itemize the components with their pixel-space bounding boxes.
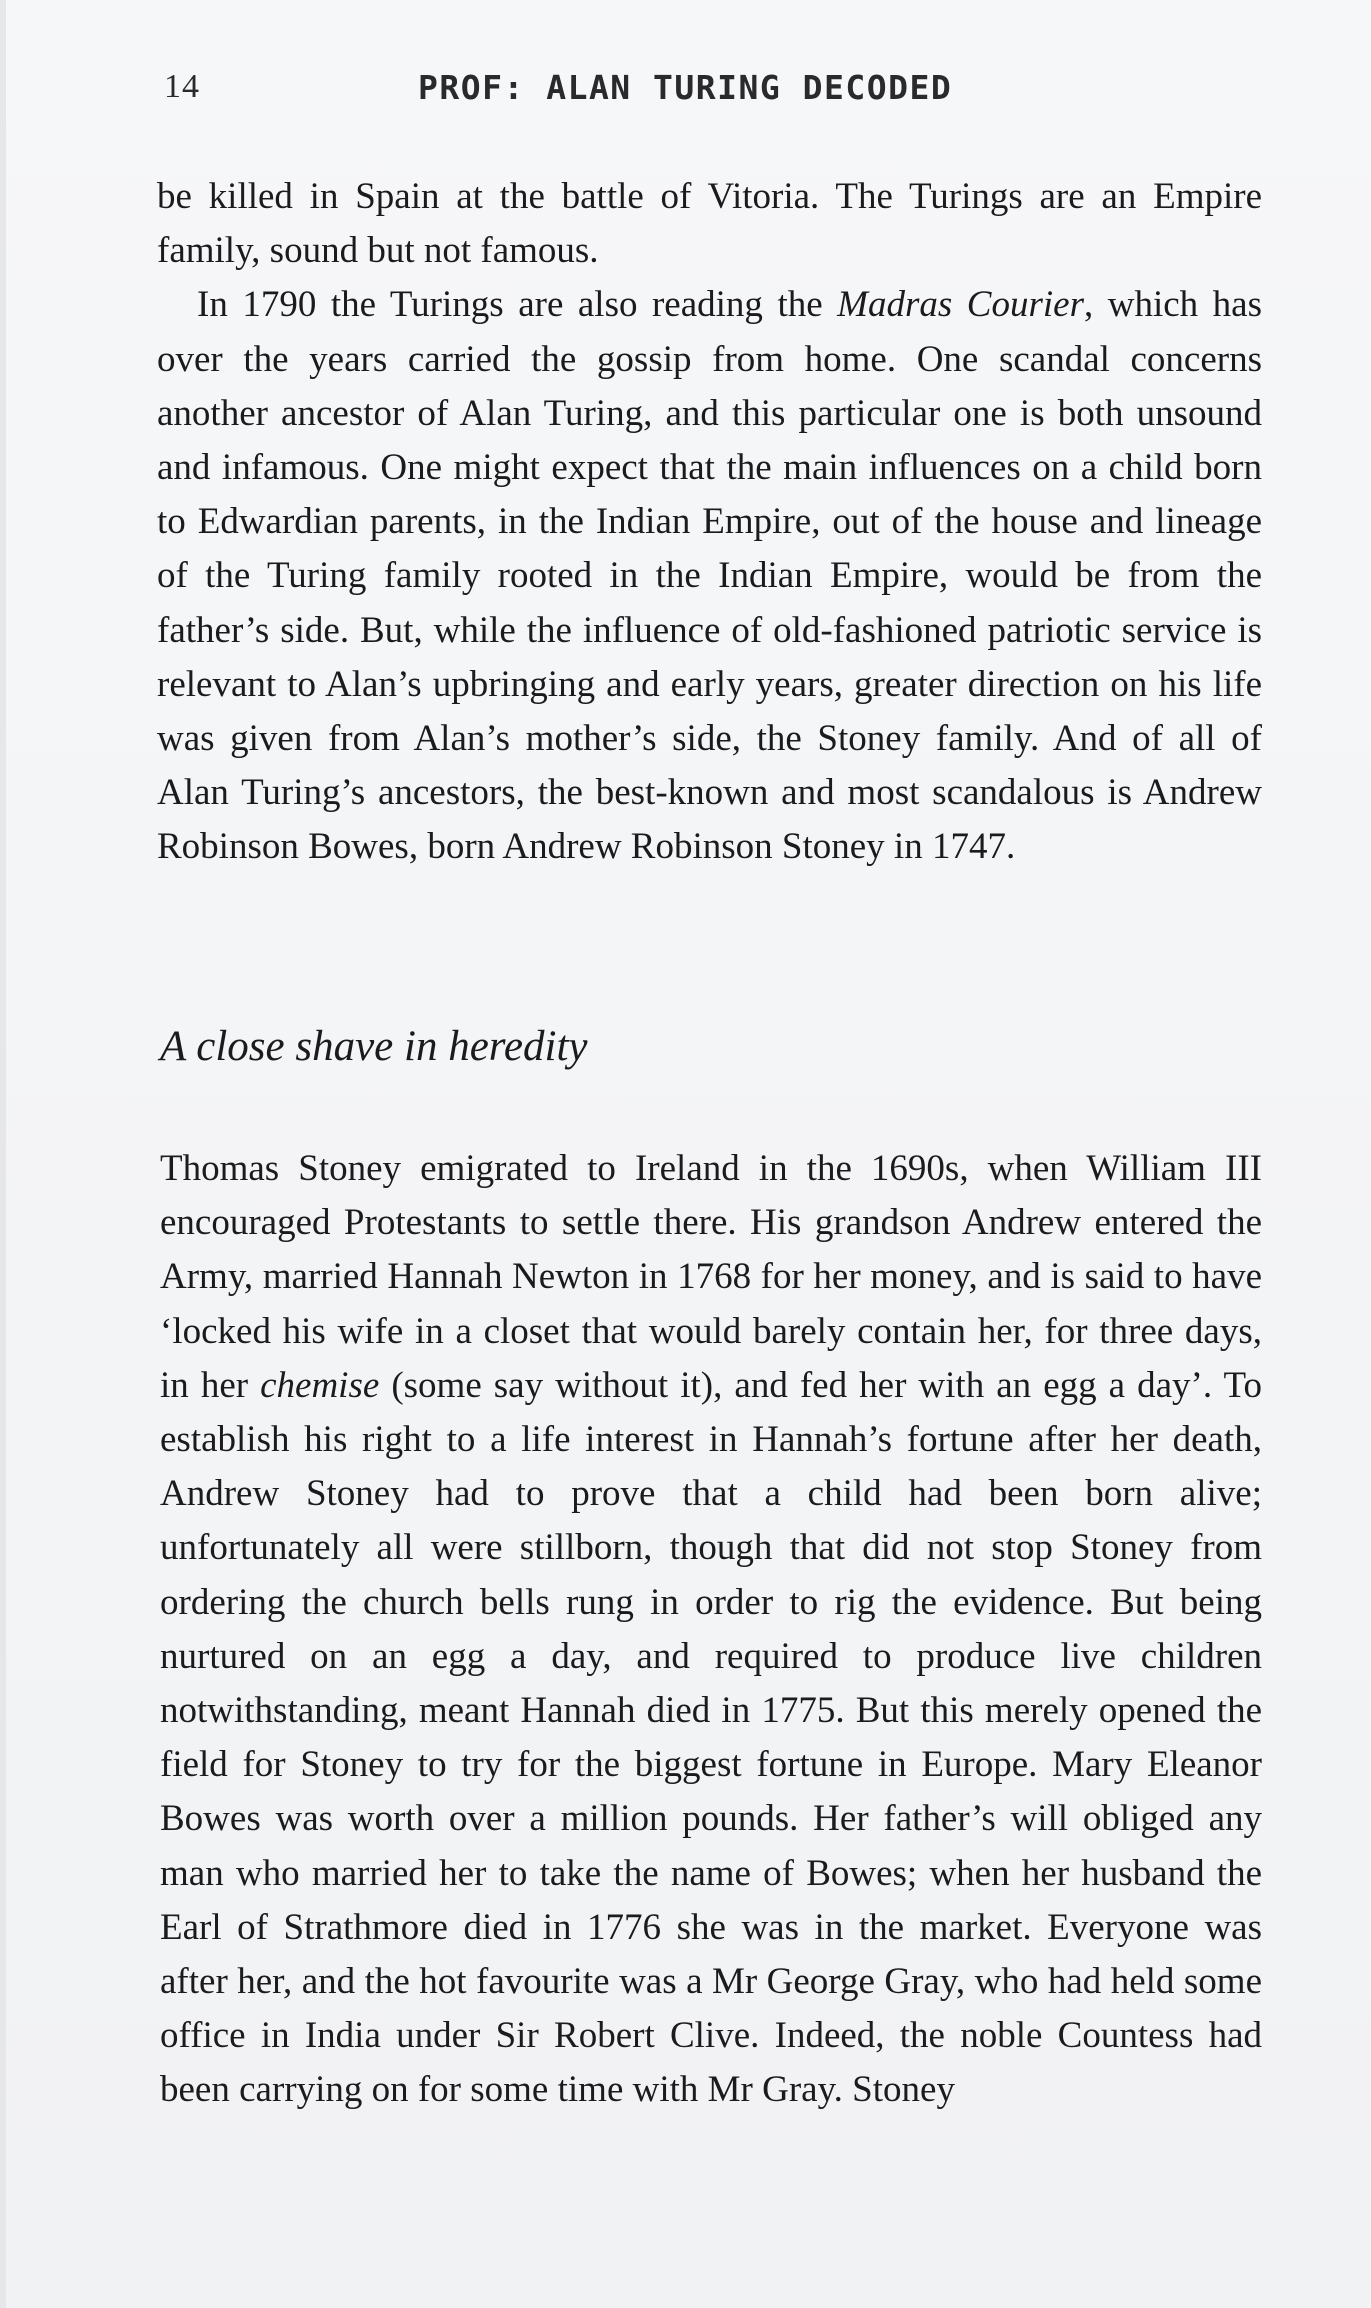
- section-body: [160, 1142, 1262, 2118]
- paragraph-thomas-stoney: [160, 1142, 1262, 2118]
- paragraph-madras-courier: [157, 278, 1262, 874]
- paragraph-text: (some say without it), and fed her with an egg a day’. To establish his right to a life interest in Hannah’s fortune after her death, Andrew Stoney had to prove that a child had been born alive; unfortunately all were stillborn, though that did not stop Stoney from ordering the church bells rung in order to rig the evidence. But being nurtured on an egg a day, and required to produce live children notwithstanding, meant Hannah died in 1775. But this merely opened the field for Stoney to try for the biggest fortune in Europe. Mary Eleanor Bowes was worth over a million pounds. Her father’s will obliged any man who married her to take the name of Bowes; when her husband the Earl of Strathmore died in 1776 she was in the market. Everyone was after her, and the hot favourite was a Mr George Gray, who had held some office in India under Sir Robert Clive. Indeed, the noble Countess had been carrying on for some time with Mr Gray. Stoney: [160, 1364, 1263, 2111]
- paragraph-text: , which has over the years carried the gossip from home. One scandal concerns another ancestor of Alan Turing, and this particular one is both unsound and infamous. One might expect that the main influences on a child born to Edwardian parents, in the Indian Empire, out of the house and lineage of the Turing family rooted in the Indian Empire, would be from the father’s side. But, while the influence of old-fashioned patriotic service is relevant to Alan’s upbringing and early years, greater direction on his life was given from Alan’s mother’s side, the Stoney family. And of all of Alan Turing’s ancestors, the best-known and most scandalous is Andrew Robinson Bowes, born Andrew Robinson Stoney in 1747.: [157, 284, 1262, 868]
- paragraph-text: In 1790 the Turings are also reading the: [197, 284, 838, 326]
- running-head: [160, 68, 1260, 118]
- paragraph-text: Thomas Stoney emigrated to Ireland in the 1690s, when William III encouraged Protestants to settle there. His grandson Andrew entered the Army, married Hannah Newton in 1768 for her money, and is said to have ‘locked his wife in a closet that would barely contain her, for three days, in her: [160, 1148, 1262, 1406]
- book-title: PROF: ALAN TURING DECODED: [418, 68, 953, 107]
- paragraph-continuation: be killed in Spain at the battle of Vitoria. The Turings are an Empire family, sound but not famous.: [157, 176, 1262, 272]
- section-heading: A close shave in heredity: [160, 1023, 588, 1070]
- italic-word: chemise: [260, 1364, 380, 1406]
- opening-paragraphs: [157, 170, 1262, 875]
- newspaper-title: Madras Courier: [837, 284, 1084, 326]
- page-number: 14: [164, 68, 200, 105]
